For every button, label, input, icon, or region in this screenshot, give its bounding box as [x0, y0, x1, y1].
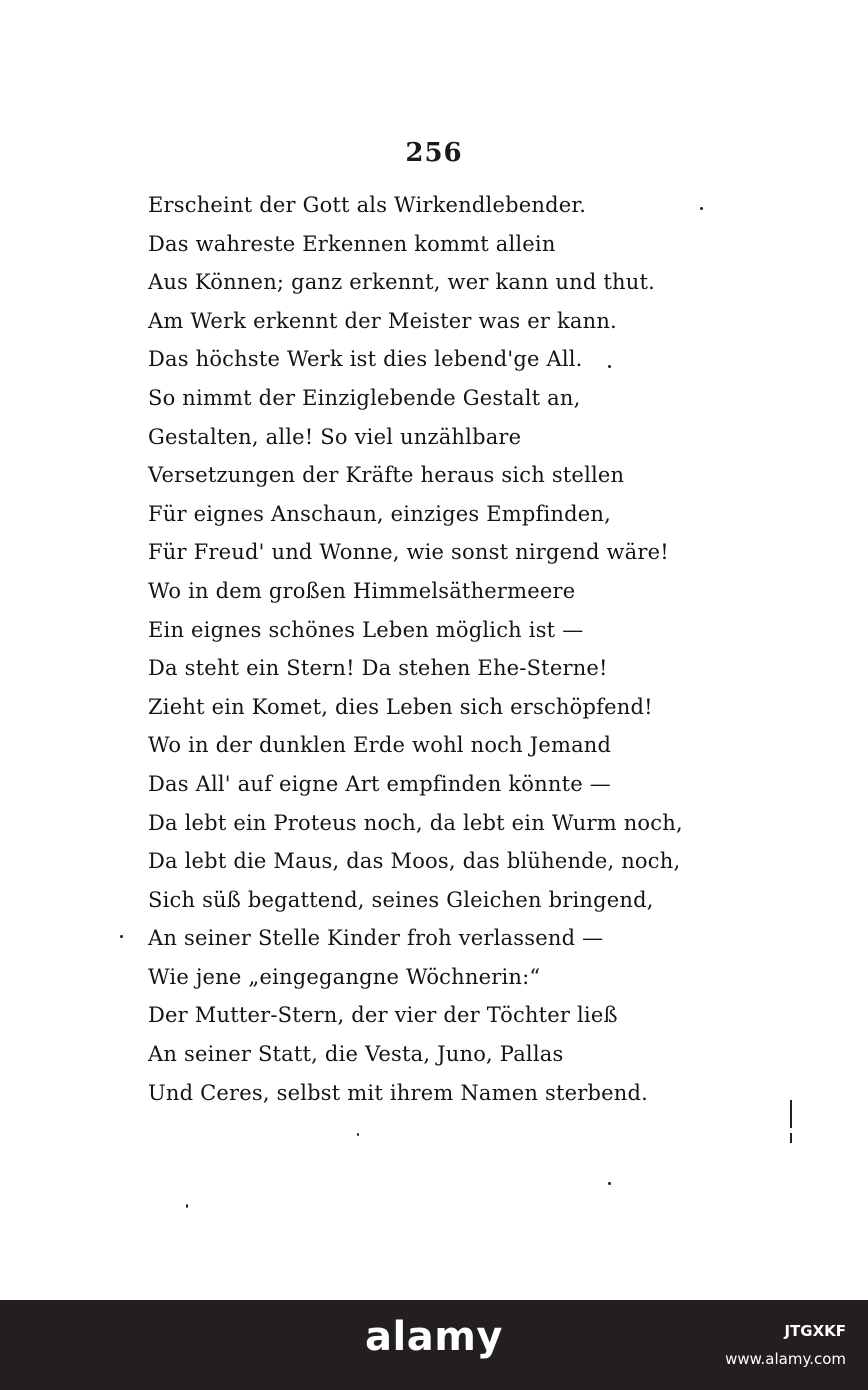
- watermark-footer: [0, 1300, 868, 1390]
- poem-line: Der Mutter-Stern, der vier der Töchter ließ: [148, 1003, 618, 1028]
- poem-line: Zieht ein Komet, dies Leben sich erschöpfend!: [148, 694, 653, 719]
- poem-line: Da lebt die Maus, das Moos, das blühende, noch,: [148, 849, 681, 874]
- poem-line: Für Freud' und Wonne, wie sonst nirgend wäre!: [148, 540, 669, 565]
- page-number: 256: [405, 138, 463, 168]
- poem-line: Wie jene „eingegangne Wöchnerin:“: [148, 964, 541, 989]
- poem-line: Erscheint der Gott als Wirkendlebender.: [148, 193, 587, 217]
- scan-edge-mark: [790, 1133, 792, 1143]
- poem-text: [148, 186, 688, 1112]
- poem-line: Gestalten, alle! So viel unzählbare: [148, 424, 522, 449]
- poem-line: Sich süß begattend, seines Gleichen bringend,: [148, 887, 654, 912]
- scan-speck: [608, 1182, 611, 1185]
- poem-line: An seiner Stelle Kinder froh verlassend —: [148, 926, 604, 951]
- poem-line: Da lebt ein Proteus noch, da lebt ein Wurm noch,: [148, 810, 683, 835]
- scan-speck: [608, 365, 611, 368]
- site-url: www.alamy.com: [725, 1350, 846, 1368]
- poem-line: Wo in der dunklen Erde wohl noch Jemand: [148, 733, 612, 758]
- poem-line: Das höchste Werk ist dies lebend'ge All.: [148, 347, 583, 372]
- poem-line: An seiner Statt, die Vesta, Juno, Pallas: [148, 1042, 564, 1067]
- poem-line: Aus Können; ganz erkennt, wer kann und thut.: [148, 270, 656, 295]
- poem-line: So nimmt der Einziglebende Gestalt an,: [148, 385, 581, 410]
- poem-line: Wo in dem großen Himmelsäthermeere: [148, 578, 576, 603]
- poem-line: Und Ceres, selbst mit ihrem Namen sterbend.: [148, 1080, 648, 1105]
- scan-speck: [700, 207, 703, 210]
- scan-edge-mark: [790, 1100, 792, 1128]
- poem-line: Das All' auf eigne Art empfinden könnte —: [148, 771, 611, 796]
- image-id: JTGXKF: [784, 1322, 846, 1340]
- poem-line: Versetzungen der Kräfte heraus sich stellen: [148, 463, 625, 488]
- poem-line: Da steht ein Stern! Da stehen Ehe-Sterne!: [148, 656, 608, 681]
- poem-line: Ein eignes schönes Leben möglich ist —: [148, 617, 584, 642]
- poem-line: Für eignes Anschaun, einziges Empfinden,: [148, 501, 612, 526]
- poem-line: Das wahreste Erkennen kommt allein: [148, 231, 556, 256]
- alamy-logo: alamy: [365, 1314, 503, 1360]
- poem-line: Am Werk erkennt der Meister was er kann.: [148, 308, 617, 333]
- scan-speck: [357, 1133, 359, 1136]
- scan-speck: [120, 935, 123, 938]
- scan-speck: [186, 1204, 188, 1208]
